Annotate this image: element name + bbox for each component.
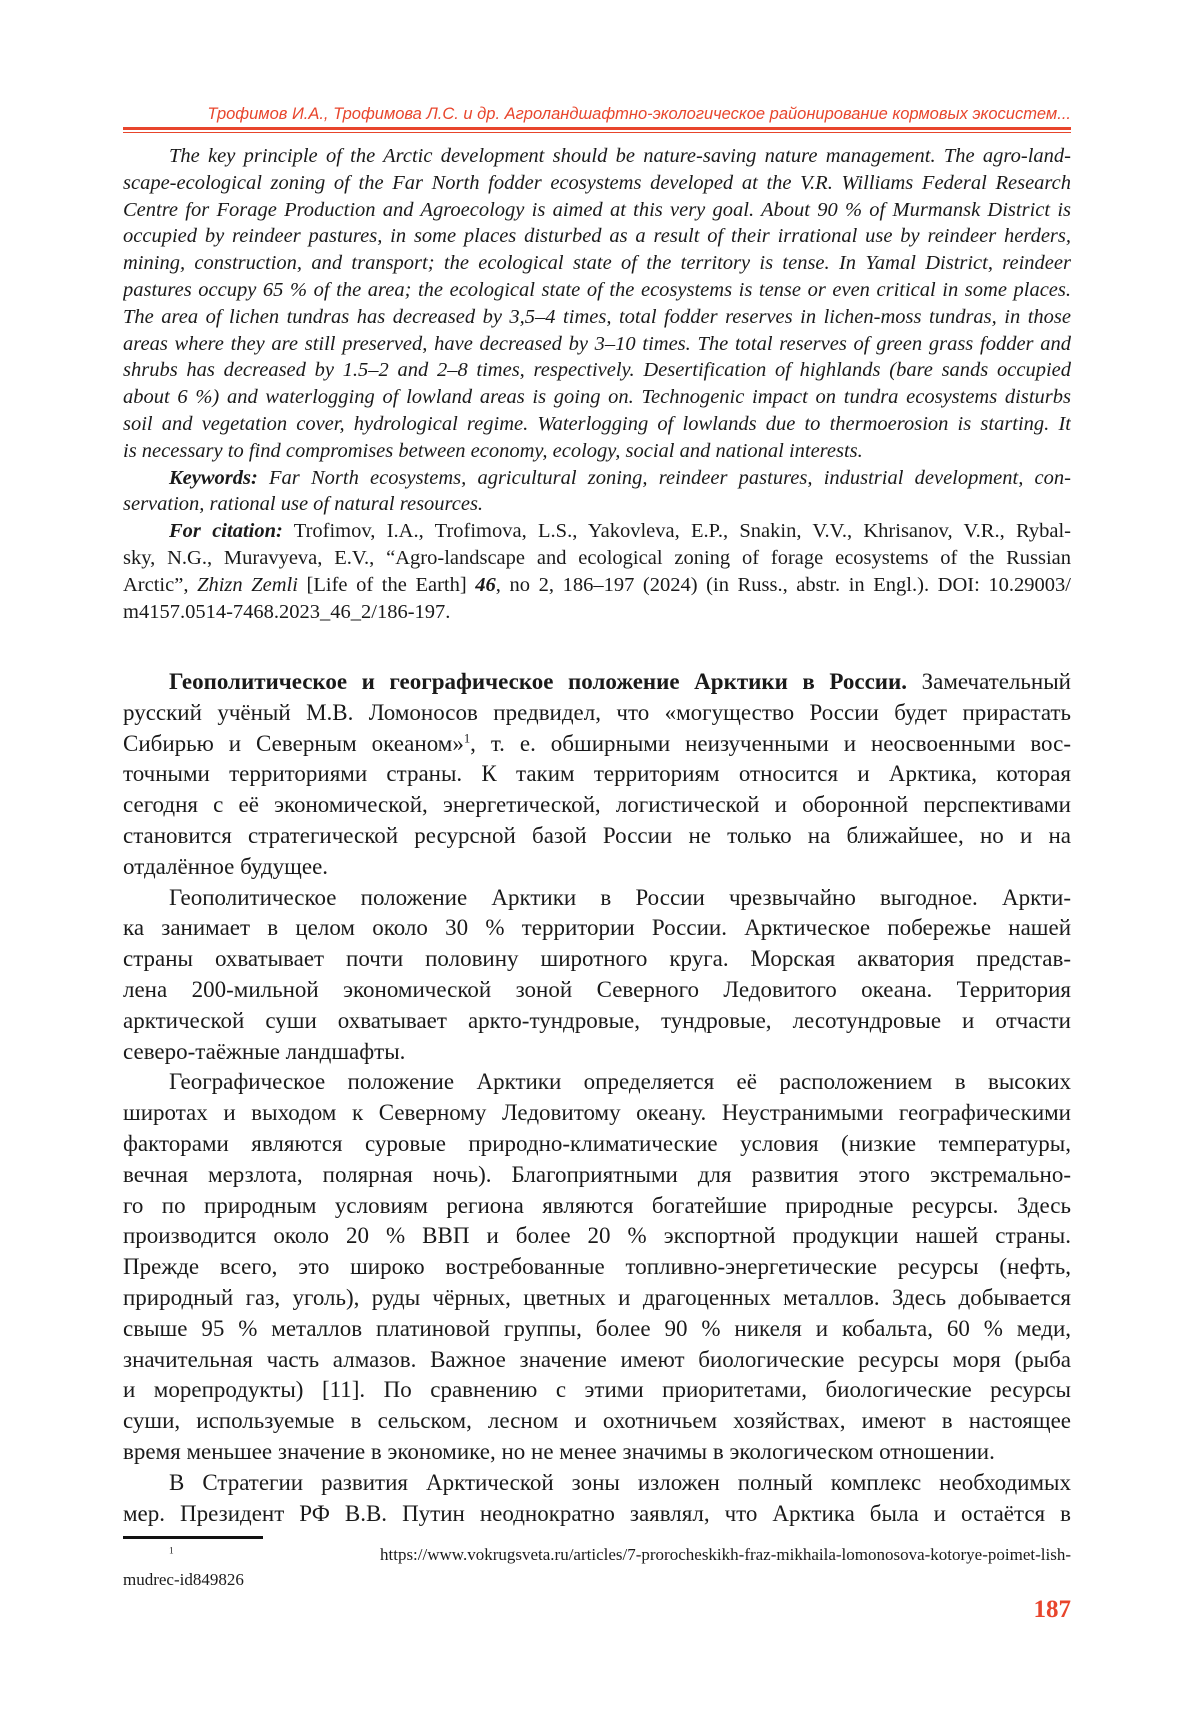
text-run: Zhizn Zemli [197, 573, 298, 596]
body-line [123, 790, 1071, 821]
body-line [123, 667, 1071, 698]
text-run: shrubs has decreased by 1.5–2 and 2–8 times, respectively. Desertification of highlands (bare sands occupied [123, 359, 1071, 382]
footnote-separator [123, 1536, 263, 1539]
text-run: лена 200-мильной экономической зоной Северного Ледовитого океана. Территория [123, 976, 1071, 1002]
text-run: scape-ecological zoning of the Far North fodder ecosystems developed at the V.R. Williams Federal Research [123, 171, 1071, 194]
abstract-line [123, 277, 1071, 304]
footnote [123, 1542, 1071, 1592]
body-line [123, 913, 1071, 944]
text-run: время меньшее значение в экономике, но не менее значимы в экологическом отношении. [123, 1438, 995, 1464]
page-number: 187 [1033, 1596, 1071, 1623]
body-line [123, 1468, 1071, 1499]
abstract-line [123, 384, 1071, 411]
abstract-line [123, 357, 1071, 384]
text-run: https://www.vokrugsveta.ru/articles/7-prorocheskikh-fraz-mikhaila-lomonosova-kotorye-poimet-lish- [173, 1545, 1071, 1564]
text-run: точными территориями страны. К таким территориям относится и Арктика, которая [123, 761, 1071, 787]
abstract-line [123, 197, 1071, 224]
text-run: , no 2, 186–197 (2024) (in Russ., abstr. in Engl.). DOI: 10.29003/ [495, 573, 1071, 596]
abstract-line [123, 331, 1071, 358]
text-run: северо-таёжные ландшафты. [123, 1038, 406, 1064]
text-run: отдалённое будущее. [123, 853, 329, 879]
header-rule [123, 127, 1071, 130]
text-run: широтах и выходом к Северному Ледовитому океану. Неустранимыми географическими [123, 1100, 1071, 1126]
text-run: Геополитическое положение Арктики в России чрезвычайно выгодное. Аркти- [169, 884, 1071, 910]
text-run: сегодня с её экономической, энергетической, логистической и оборонной перспективами [123, 792, 1071, 818]
text-run: pastures occupy 65 % of the area; the ecological state of the ecosystems is tense or even critical in some places. [123, 278, 1071, 301]
body-line [123, 1252, 1071, 1283]
header-rule-thin [123, 132, 1071, 133]
bold-lead: 46 [475, 573, 496, 596]
text-run: is necessary to find compromises between economy, ecology, social and national interests. [123, 439, 863, 462]
text-run: sky, N.G., Muravyeva, E.V., “Agro-landscape and ecological zoning of forage ecosystems of the Russian [123, 546, 1071, 569]
footnote-marker: 1 [169, 1546, 174, 1557]
footnote-line [123, 1542, 1071, 1567]
text-run: Far North ecosystems, agricultural zoning, reindeer pastures, industrial development, con- [257, 466, 1071, 489]
abstract-line [123, 411, 1071, 438]
text-run: Прежде всего, это широко востребованные топливно-энергетические ресурсы (нефть, [123, 1254, 1071, 1280]
footnote-line [123, 1567, 1071, 1592]
text-run: природный газ, уголь), руды чёрных, цветных и драгоценных металлов. Здесь добывается [123, 1284, 1071, 1310]
text-run: производится около 20 % ВВП и более 20 % экспортной продукции нашей страны. [123, 1223, 1071, 1249]
text-run: значительная часть алмазов. Важное значение имеют биологические ресурсы моря (рыба [123, 1346, 1071, 1372]
body-line [123, 1098, 1071, 1129]
abstract-line [123, 572, 1071, 599]
text-run: Centre for Forage Production and Agroecology is aimed at this very goal. About 90 % of Murmansk District is [123, 198, 1071, 221]
abstract-line [123, 438, 1071, 465]
bold-lead: For citation: [169, 520, 283, 543]
body-line [123, 1160, 1071, 1191]
body-line [123, 698, 1071, 729]
text-run: свыше 95 % металлов платиновой группы, более 90 % никеля и кобальта, 60 % меди, [123, 1315, 1071, 1341]
body-line [123, 1006, 1071, 1037]
article-body [123, 667, 1071, 1529]
text-run: Замечательный [907, 669, 1071, 694]
body-line [123, 883, 1071, 914]
text-run: mining, construction, and transport; the ecological state of the territory is tense. In Yamal District, reindeer [123, 252, 1071, 275]
body-line [123, 1191, 1071, 1222]
abstract-line [123, 223, 1071, 250]
text-run: [Life of the Earth] [297, 573, 476, 596]
body-line [123, 1345, 1071, 1376]
body-line [123, 1375, 1071, 1406]
bold-lead: Keywords: [169, 466, 258, 489]
body-line [123, 821, 1071, 852]
bold-lead: Геополитическое и географическое положение Арктики в России. [169, 669, 908, 694]
abstract [123, 143, 1071, 625]
text-run: about 6 %) and waterlogging of lowland areas is going on. Technogenic impact on tundra ecosystems disturbs [123, 386, 1071, 409]
body-line [123, 1437, 1071, 1468]
text-run: servation, rational use of natural resources. [123, 493, 484, 516]
text-run: го по природным условиям региона являются богатейшие природные ресурсы. Здесь [123, 1192, 1071, 1218]
text-run: Trofimov, I.A., Trofimova, L.S., Yakovleva, E.P., Snakin, V.V., Khrisanov, V.R., Rybal- [282, 520, 1071, 543]
running-title: Трофимов И.А., Трофимова Л.С. и др. Агроландшафтно-экологическое районирование кормовых экосистем... [207, 105, 1071, 123]
abstract-line [123, 599, 1071, 626]
abstract-line [123, 304, 1071, 331]
text-run: факторами являются суровые природно-климатические условия (низкие температуры, [123, 1130, 1071, 1156]
body-line [123, 1129, 1071, 1160]
body-line [123, 1037, 1071, 1068]
body-line [123, 975, 1071, 1006]
text-run: areas where they are still preserved, have decreased by 3–10 times. The total reserves of green grass fodder and [123, 332, 1071, 355]
abstract-line [123, 545, 1071, 572]
body-line [123, 1067, 1071, 1098]
abstract-line [123, 170, 1071, 197]
abstract-line [123, 491, 1071, 518]
text-run: Географическое положение Арктики определяется её расположением в высоких [169, 1069, 1071, 1095]
footnote-marker: 1 [463, 730, 471, 745]
body-line [123, 759, 1071, 790]
text-run: , т. е. обширными неизученными и неосвоенными вос- [470, 730, 1071, 756]
body-line [123, 944, 1071, 975]
text-run: и морепродукты) [11]. По сравнению с этими приоритетами, биологические ресурсы [123, 1377, 1071, 1403]
text-run: арктической суши охватывает аркто-тундровые, тундровые, лесотундровые и отчасти [123, 1007, 1071, 1033]
body-line [123, 729, 1071, 760]
body-line [123, 1314, 1071, 1345]
text-run: occupied by reindeer pastures, in some places disturbed as a result of their irrational use by reindeer herders, [123, 225, 1071, 248]
text-run: soil and vegetation cover, hydrological regime. Waterlogging of lowlands due to thermoerosion is starting. It [123, 412, 1071, 435]
text-run: The area of lichen tundras has decreased by 3,5–4 times, total fodder reserves in lichen-moss tundras, in those [123, 305, 1071, 328]
abstract-line [123, 250, 1071, 277]
text-run: The key principle of the Arctic development should be nature-saving nature management. The agro-land- [169, 145, 1071, 167]
text-run: ка занимает в целом около 30 % территории России. Арктическое побережье нашей [123, 915, 1071, 941]
body-line [123, 1406, 1071, 1437]
text-run: mudrec-id849826 [123, 1570, 244, 1589]
text-run: Arctic”, [123, 573, 198, 596]
text-run: русский учёный М.В. Ломоносов предвидел, что «могущество России будет прирастать [123, 699, 1071, 725]
body-line [123, 1283, 1071, 1314]
text-run: m4157.0514-7468.2023_46_2/186-197. [123, 600, 451, 623]
abstract-line [123, 143, 1071, 170]
text-run: суши, используемые в сельском, лесном и охотничьем хозяйствах, имеют в настоящее [123, 1408, 1071, 1434]
text-run: вечная мерзлота, полярная ночь). Благоприятными для развития этого экстремально- [123, 1161, 1071, 1187]
abstract-line [123, 518, 1071, 545]
body-line [123, 1221, 1071, 1252]
body-line [123, 1499, 1071, 1530]
body-line [123, 852, 1071, 883]
abstract-line [123, 465, 1071, 492]
text-run: становится стратегической ресурсной базой России не только на ближайшее, но и на [123, 822, 1071, 848]
text-run: страны охватывает почти половину широтного круга. Морская акватория представ- [123, 946, 1071, 972]
text-run: мер. Президент РФ В.В. Путин неоднократно заявлял, что Арктика была и остаётся в [123, 1500, 1071, 1526]
text-run: В Стратегии развития Арктической зоны изложен полный комплекс необходимых [169, 1469, 1071, 1495]
text-run: Сибирью и Северным океаном» [123, 730, 464, 756]
